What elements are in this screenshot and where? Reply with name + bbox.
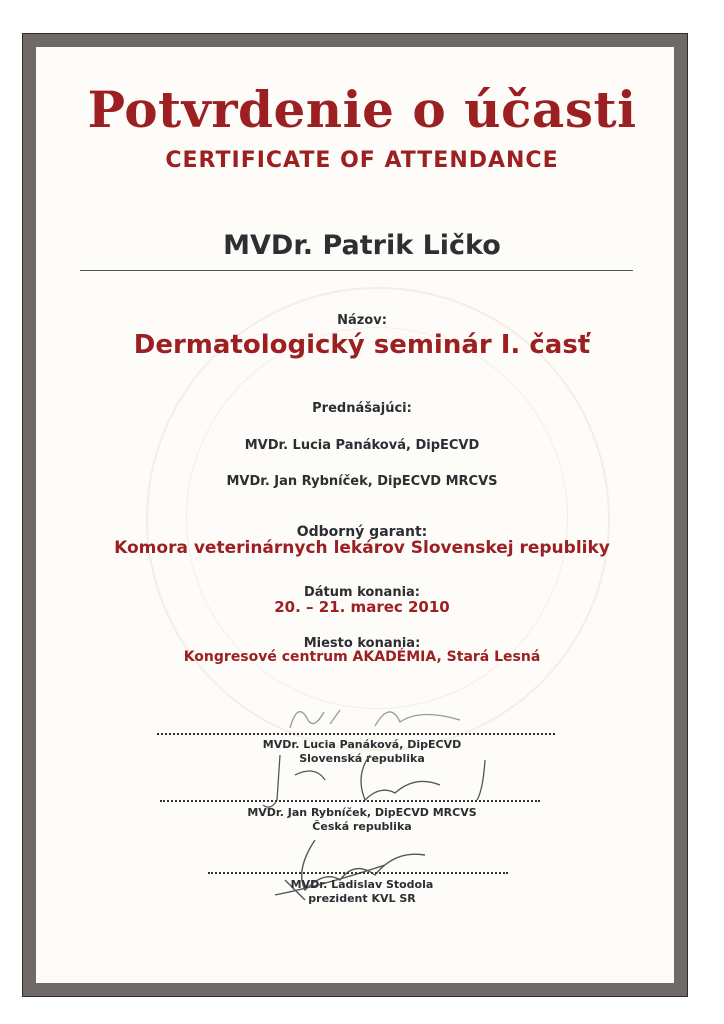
signature-1-line	[157, 733, 555, 735]
guarantor-value: Komora veterinárnych lekárov Slovenskej republiky	[114, 538, 610, 558]
certificate-title: Potvrdenie o účasti	[87, 80, 637, 139]
recipient-underline	[80, 270, 633, 271]
signature-1-name: MVDr. Lucia Panáková, DipECVD	[262, 738, 462, 751]
guarantor-label: Odborný garant:	[296, 524, 428, 540]
lecturer-2: MVDr. Jan Rybníček, DipECVD MRCVS	[226, 474, 498, 489]
signature-2-handwriting	[255, 745, 495, 815]
course-label: Názov:	[337, 313, 387, 328]
signature-2-line	[160, 800, 540, 802]
certificate-subtitle: CERTIFICATE OF ATTENDANCE	[165, 148, 559, 173]
lecturers-label: Prednášajúci:	[312, 401, 412, 416]
place-label: Miesto konania:	[303, 636, 421, 651]
signature-1-country: Slovenská republika	[299, 752, 425, 765]
course-title: Dermatologický seminár I. časť	[133, 330, 591, 360]
signature-3-line	[208, 872, 508, 874]
signature-3-title: prezident KVL SR	[308, 892, 416, 905]
event-place: Kongresové centrum AKADÉMIA, Stará Lesná	[183, 649, 541, 665]
signature-1-handwriting	[280, 690, 470, 735]
date-label: Dátum konania:	[303, 585, 421, 600]
signature-3-name: MVDr. Ladislav Stodola	[290, 878, 434, 891]
signature-2-country: Česká republika	[312, 820, 412, 833]
signature-2-name: MVDr. Jan Rybníček, DipECVD MRCVS	[247, 806, 477, 819]
lecturer-1: MVDr. Lucia Panáková, DipECVD	[244, 438, 480, 453]
event-date: 20. – 21. marec 2010	[274, 598, 450, 616]
recipient-name: MVDr. Patrik Ličko	[223, 230, 501, 261]
